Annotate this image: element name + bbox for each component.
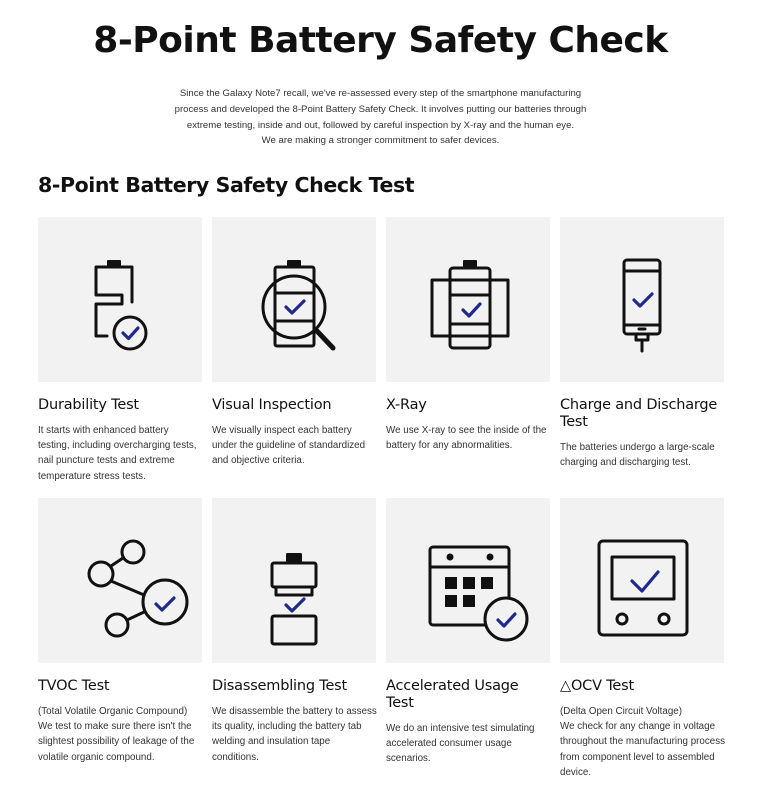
intro-line: Since the Galaxy Note7 recall, we've re-assessed every step of the smartphone manufacturing: [179, 88, 582, 99]
test-title: X-Ray: [386, 397, 427, 413]
description-line: under the guideline of standardized: [212, 440, 366, 452]
page-title: 8-Point Battery Safety Check: [93, 20, 668, 61]
test-title: Accelerated Usage Test: [386, 678, 519, 711]
test-description: [212, 423, 376, 469]
calendar-check-icon: [408, 521, 528, 641]
test-title: TVOC Test: [38, 678, 110, 694]
intro-line: We are making a stronger commitment to safer devices.: [261, 135, 500, 147]
description-line: charging and discharging test.: [560, 457, 691, 469]
icon-tile: [386, 217, 550, 382]
test-description: [386, 423, 550, 453]
icon-tile: [38, 498, 202, 663]
test-title: Durability Test: [38, 397, 139, 413]
test-description: [38, 423, 202, 484]
description-line: (Total Volatile Organic Compound): [38, 706, 188, 717]
test-title: Disassembling Test: [212, 678, 348, 694]
description-line: slightest possibility of leakage of the: [38, 736, 195, 748]
description-line: We use X-ray to see the inside of the: [386, 425, 547, 436]
test-card-accelerated-usage: [386, 498, 550, 767]
phone-charging-check-icon: [582, 240, 702, 360]
description-line: and objective criteria.: [212, 455, 305, 467]
intro-line: process and developed the 8-Point Battery Safety Check. It involves putting our batteries through: [174, 103, 587, 115]
test-description: [560, 704, 724, 780]
icon-tile: [386, 498, 550, 663]
test-card-disassembling: [212, 498, 376, 765]
test-card-visual-inspection: [212, 217, 376, 469]
test-card-delta-ocv: [560, 498, 724, 780]
description-line: conditions.: [212, 751, 259, 763]
description-line: testing, including overcharging tests,: [38, 440, 197, 452]
description-line: temperature stress tests.: [38, 470, 146, 482]
description-line: (Delta Open Circuit Voltage): [560, 706, 682, 717]
voltmeter-check-icon: [582, 521, 702, 641]
description-line: scenarios.: [386, 753, 431, 765]
description-line: We visually inspect each battery: [212, 425, 352, 436]
test-card-charge-discharge: [560, 217, 724, 470]
battery-xray-check-icon: [408, 240, 528, 360]
icon-tile: [38, 217, 202, 382]
test-title: Visual Inspection: [212, 397, 332, 413]
intro-line: extreme testing, inside and out, followed by careful inspection by X-ray and the human eye.: [186, 119, 575, 131]
icon-tile: [560, 217, 724, 382]
description-line: We test to make sure there isn't the: [38, 721, 192, 733]
icon-tile: [560, 498, 724, 663]
description-line: nail puncture tests and extreme: [38, 455, 175, 467]
description-line: welding and insulation tape: [212, 736, 331, 748]
test-description: [560, 440, 724, 470]
intro-text: [150, 86, 611, 149]
battery-magnifier-check-icon: [234, 240, 354, 360]
test-description: [38, 704, 202, 765]
test-description: [386, 721, 550, 767]
description-line: device.: [560, 766, 592, 778]
description-line: We do an intensive test simulating: [386, 723, 535, 734]
test-card-tvoc: [38, 498, 202, 765]
description-line: It starts with enhanced battery: [38, 425, 169, 436]
molecule-check-icon: [60, 521, 180, 641]
icon-tile: [212, 498, 376, 663]
description-line: The batteries undergo a large-scale: [560, 442, 715, 453]
battery-durability-check-icon: [60, 240, 180, 360]
battery-disassembled-check-icon: [234, 521, 354, 641]
description-line: volatile organic compound.: [38, 751, 155, 763]
icon-tile: [212, 217, 376, 382]
test-card-durability: [38, 217, 202, 484]
test-title: Charge and Discharge Test: [560, 397, 718, 430]
description-line: We check for any change in voltage: [560, 721, 716, 733]
description-line: from component level to assembled: [560, 751, 715, 763]
description-line: accelerated consumer usage: [386, 738, 512, 750]
test-title: △OCV Test: [560, 678, 634, 694]
test-description: [212, 704, 376, 765]
description-line: We disassemble the battery to assess: [212, 706, 377, 717]
section-title: 8-Point Battery Safety Check Test: [38, 173, 415, 197]
description-line: its quality, including the battery tab: [212, 721, 362, 733]
test-card-x-ray: [386, 217, 550, 453]
description-line: battery for any abnormalities.: [386, 440, 513, 452]
description-line: throughout the manufacturing process: [560, 736, 726, 748]
